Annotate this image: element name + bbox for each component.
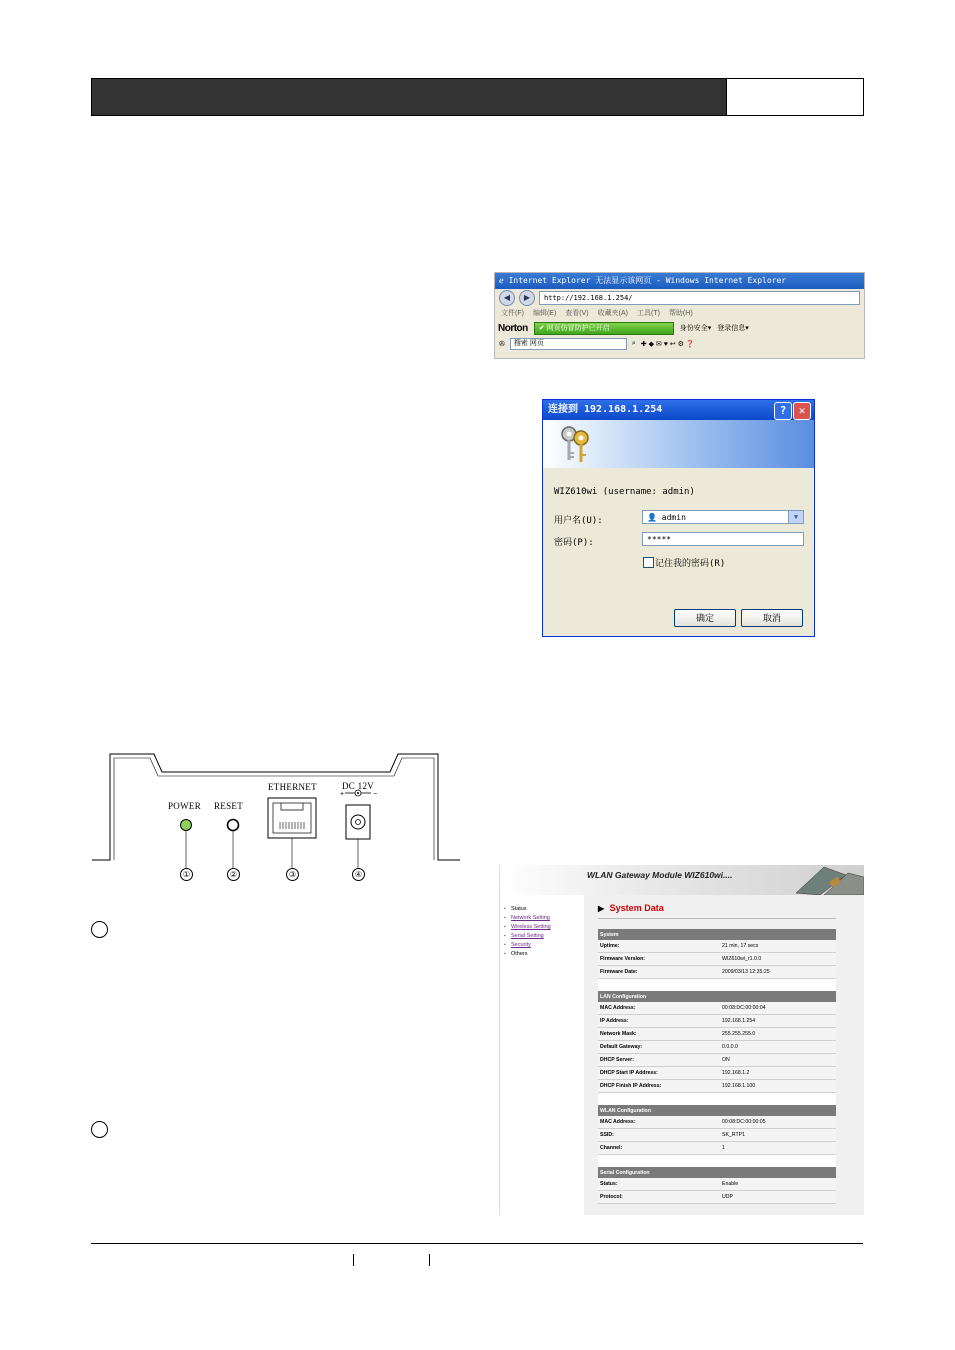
table-row [598, 1116, 836, 1129]
row-value: UDP [720, 1191, 836, 1204]
table-row [598, 1041, 836, 1054]
sidebar-item-security[interactable]: ▪ Security [500, 941, 584, 950]
ie-menu-bar [495, 307, 864, 320]
svg-text:−: − [373, 791, 378, 798]
row-label: Protocol: [598, 1191, 720, 1204]
table-section-header [598, 1105, 836, 1116]
remember-label: 记住我的密码(R) [655, 559, 726, 569]
password-label: 密码(P): [554, 538, 594, 548]
row-label: Status: [598, 1178, 720, 1191]
help-icon[interactable]: ? [774, 402, 792, 420]
row-value: WIZ610wi_r1.0.0 [720, 953, 836, 966]
check-icon: ✔ [538, 324, 545, 332]
marker-4: ④ [352, 868, 365, 881]
table-section-header [598, 1167, 836, 1178]
row-value: 192.168.1.254 [720, 1015, 836, 1028]
table-section-header [598, 991, 836, 1002]
heading-rule [598, 918, 836, 919]
table-gap [598, 979, 836, 992]
ie-logo-icon: ℯ [499, 276, 504, 285]
reset-label: RESET [214, 801, 244, 811]
marker-1: ① [180, 868, 193, 881]
search-toolbar [495, 336, 864, 352]
norton-status-text: 网页仿冒防护已开启 [546, 324, 610, 332]
login-dialog [542, 399, 815, 637]
row-value: 00:08:DC:00:00:04 [720, 1002, 836, 1015]
search-input[interactable]: 搜索 网页 [510, 338, 627, 350]
table-row [598, 1178, 836, 1191]
row-value: 0.0.0.0 [720, 1041, 836, 1054]
table-section-header [598, 929, 836, 940]
forward-icon[interactable]: ▶ [519, 290, 535, 306]
username-label: 用户名(U): [554, 516, 603, 526]
module-image-icon [784, 865, 864, 895]
row-label: DHCP Server: [598, 1054, 720, 1067]
username-value: admin [661, 513, 686, 522]
table-row [598, 1080, 836, 1093]
wlan-web-ui-screenshot [499, 865, 864, 1215]
chevron-down-icon[interactable]: ▼ [788, 511, 803, 523]
table-row [598, 1142, 836, 1155]
sidebar-item-network-setting[interactable]: ▪ Network Setting [500, 914, 584, 923]
menu-edit[interactable]: 编辑(E) [532, 310, 557, 317]
menu-tools[interactable]: 工具(T) [636, 310, 660, 317]
menu-view[interactable]: 查看(V) [565, 310, 589, 317]
username-field[interactable] [642, 510, 804, 524]
login-info-button[interactable]: 登录信息▾ [717, 325, 749, 332]
marker-2: ② [227, 868, 240, 881]
dialog-title-bar [543, 400, 814, 420]
search-engine-icon[interactable]: ✇ [499, 341, 505, 348]
table-gap [598, 1093, 836, 1106]
table-row [598, 1002, 836, 1015]
section-title: WLAN Configuration [598, 1105, 836, 1116]
footer-rule [91, 1243, 863, 1244]
system-data-heading [598, 903, 664, 913]
row-label: MAC Address: [598, 1116, 720, 1129]
web-banner-title: WLAN Gateway Module WIZ610wi.... [587, 870, 733, 880]
menu-file[interactable]: 文件(F) [501, 310, 524, 317]
norton-brand: Norton [498, 322, 528, 334]
row-label: Network Mask: [598, 1028, 720, 1041]
row-label: MAC Address: [598, 1002, 720, 1015]
row-value: 21 min, 17 secs [720, 940, 836, 953]
row-value: 255.255.255.0 [720, 1028, 836, 1041]
footer-separator [429, 1254, 430, 1266]
address-bar[interactable]: http://192.168.1.254/ [539, 291, 860, 305]
user-icon: 👤 [647, 513, 657, 522]
section-title: System [598, 929, 836, 940]
row-value: 192.168.1.2 [720, 1067, 836, 1080]
header-bar [91, 78, 728, 116]
row-value: Enable [720, 1178, 836, 1191]
toolbar-icons[interactable]: ✚ ◆ ✉ ♥ ↩ ⚙ ❓ [640, 341, 695, 348]
search-icon[interactable]: ⌕ [631, 340, 636, 347]
ie-window-screenshot [494, 272, 865, 359]
row-label: DHCP Finish IP Address: [598, 1080, 720, 1093]
system-data-title: System Data [609, 903, 664, 913]
dialog-realm: WIZ610wi (username: admin) [554, 487, 695, 497]
password-field[interactable]: ***** [642, 532, 804, 546]
table-row [598, 1067, 836, 1080]
footer-separator [353, 1254, 354, 1266]
ie-title-bar [495, 273, 864, 289]
web-sidebar [500, 895, 584, 1215]
ok-button[interactable]: 确定 [674, 609, 736, 627]
system-data-table [598, 929, 836, 1204]
row-label: IP Address: [598, 1015, 720, 1028]
table-row [598, 940, 836, 953]
table-row [598, 1191, 836, 1204]
row-label: Channel: [598, 1142, 720, 1155]
keys-icon [557, 424, 593, 464]
cancel-button[interactable]: 取消 [741, 609, 803, 627]
table-gap [598, 1155, 836, 1168]
row-value: 00:08:DC:00:00:05 [720, 1116, 836, 1129]
section-title: LAN Configuration [598, 991, 836, 1002]
norton-status[interactable] [534, 322, 674, 335]
table-row [598, 1129, 836, 1142]
table-row [598, 1054, 836, 1067]
header-box [726, 78, 864, 116]
device-front-panel [90, 748, 462, 883]
menu-favorites[interactable]: 收藏夹(A) [597, 310, 628, 317]
table-row [598, 966, 836, 979]
sidebar-item-others[interactable]: ▪ Others [500, 950, 584, 959]
sidebar-item-wireless-setting[interactable]: ▪ Wireless Setting [500, 923, 584, 932]
menu-help[interactable]: 帮助(H) [668, 310, 693, 317]
row-label: Default Gateway: [598, 1041, 720, 1054]
svg-text:+: + [340, 791, 345, 798]
row-label: SSID: [598, 1129, 720, 1142]
web-main [584, 895, 864, 1215]
row-value: 2009/03/13 12:35:25 [720, 966, 836, 979]
row-value: SK_RTP1 [720, 1129, 836, 1142]
remember-checkbox[interactable] [643, 557, 654, 568]
row-value: 192.168.1.100 [720, 1080, 836, 1093]
power-label: POWER [168, 801, 201, 811]
marker-3: ③ [286, 868, 299, 881]
section-title: Serial Configuration [598, 1167, 836, 1178]
list-marker-circle [91, 1121, 108, 1138]
table-row [598, 1028, 836, 1041]
row-value: ON [720, 1054, 836, 1067]
close-icon[interactable]: ✕ [793, 402, 811, 420]
table-row [598, 1015, 836, 1028]
sidebar-item-status[interactable]: ▪ Status [500, 905, 584, 914]
sidebar-item-serial-setting[interactable]: ▪ Serial Setting [500, 932, 584, 941]
web-banner [500, 865, 864, 895]
norton-toolbar [495, 320, 864, 336]
ie-address-row [495, 289, 864, 307]
ethernet-label: ETHERNET [268, 782, 317, 792]
ie-title: Internet Explorer 无法显示该网页 - Windows Internet Explorer [508, 276, 787, 285]
list-marker-circle [91, 921, 108, 938]
triangle-right-icon: ▶ [598, 904, 605, 913]
row-label: DHCP Start IP Address: [598, 1067, 720, 1080]
row-label: Firmware Date: [598, 966, 720, 979]
identity-safe-button[interactable]: 身份安全▾ [679, 325, 712, 332]
dialog-banner [543, 420, 814, 468]
row-label: Firmware Version: [598, 953, 720, 966]
table-row [598, 953, 836, 966]
row-value: 1 [720, 1142, 836, 1155]
dialog-title: 连接到 192.168.1.254 [548, 404, 663, 415]
back-icon[interactable]: ◀ [499, 290, 515, 306]
row-label: Uptime: [598, 940, 720, 953]
dc-label: DC 12V [342, 781, 375, 791]
device-outline [90, 748, 462, 883]
